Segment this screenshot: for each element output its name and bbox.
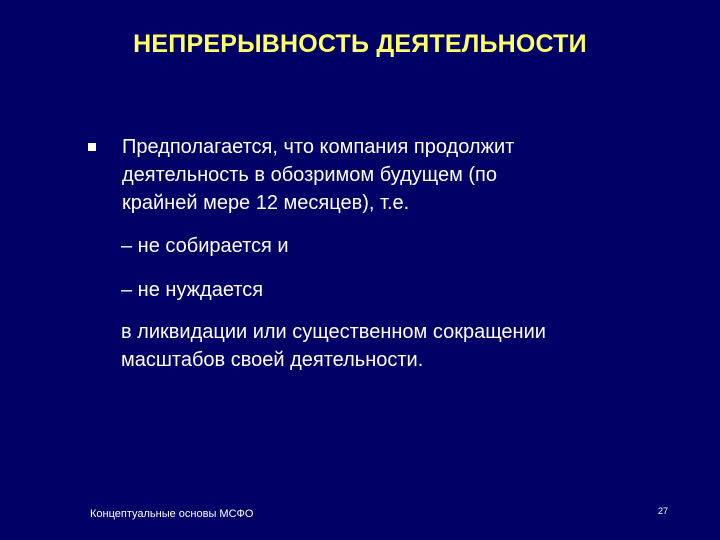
slide-title: НЕПРЕРЫВНОСТЬ ДЕЯТЕЛЬНОСТИ	[133, 30, 587, 58]
bullet-line: Предполагается, что компания продолжит	[122, 136, 515, 158]
footer-text: Концептуальные основы МСФО	[90, 508, 254, 520]
continuation-line: масштабов своей деятельности.	[121, 349, 424, 371]
bullet-line: крайней мере 12 месяцев), т.е.	[122, 192, 410, 214]
continuation-line: в ликвидации или существенном сокращении	[121, 321, 546, 343]
sub-item-not-intend: – не собирается и	[121, 235, 289, 257]
sub-item-not-need: – не нуждается	[121, 279, 264, 301]
square-bullet-icon	[88, 143, 96, 151]
bullet-line: деятельность в обозримом будущем (по	[122, 164, 498, 186]
bullet-text	[122, 133, 642, 217]
page-number: 27	[657, 506, 668, 516]
continuation-text	[121, 318, 681, 374]
